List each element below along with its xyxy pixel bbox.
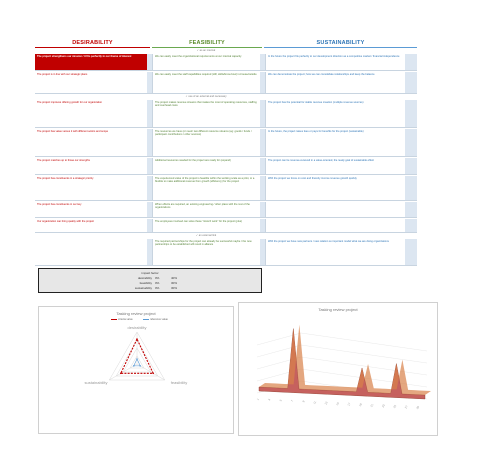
desirability-cell[interactable]: The project matches up to those our strengths <box>37 159 90 162</box>
sustainability-cell[interactable]: In the future, the project raises fees or pays for benefits for the project (sustainable) <box>265 129 405 156</box>
surface-chart-card[interactable] <box>238 302 438 436</box>
criteria-row <box>35 176 417 201</box>
sustainability-cell[interactable]: We can demonstrate the project; how we can consolidate relationships and keep the balance <box>265 72 405 93</box>
radar-axis-label: sustainability <box>84 380 108 385</box>
radar-axis-label: desirability <box>127 325 147 330</box>
surface-chart-title: Tasking review project <box>318 307 358 312</box>
radar-point <box>152 373 154 375</box>
sustainability-cell[interactable]: With the project we have new partners / new relation so important model what we are doing organizations <box>265 239 405 265</box>
desirability-cell[interactable]: The project has value versus it with different actors and scope <box>37 130 109 133</box>
summary-label: desirability <box>137 276 152 280</box>
legend-label: criteria value <box>118 318 133 321</box>
desirability-cell[interactable]: The project is in line with our strategic plans <box>37 73 88 76</box>
sustainability-cell[interactable] <box>265 219 405 232</box>
feasibility-note: ✓ use of an external and necessary <box>185 95 227 98</box>
criteria-row <box>35 129 417 157</box>
radar-point <box>136 338 138 340</box>
desirability-cell[interactable]: The project improves offering growth for our organization <box>37 101 103 104</box>
surface-tick-label: 23 <box>380 403 386 409</box>
feasibility-cell[interactable]: The experienced value of the project is feasible within the working scale as a pilot, or a flexible to make additional revenue from growth (efficiency) for the project <box>152 176 260 200</box>
surface-tick-label: 1 <box>255 397 260 401</box>
summary-row <box>109 286 199 290</box>
desirability-cell[interactable]: The project strengthens our mission / it fits perfectly in our theme of interest <box>35 54 147 70</box>
radar-chart-svg <box>39 307 235 435</box>
criteria-sheet <box>35 38 417 266</box>
desirability-cell[interactable]: The project has constituents in our key <box>37 203 82 206</box>
radar-chart-card[interactable] <box>38 306 234 434</box>
criteria-row <box>35 72 417 94</box>
feasibility-header: FEASIBILITY <box>152 38 262 48</box>
sustainability-score-cell[interactable] <box>405 54 417 70</box>
surface-chart-svg <box>239 303 439 437</box>
surface-gridline <box>301 345 427 363</box>
radar-point <box>133 365 135 367</box>
surface-tick-label: 13 <box>323 400 329 406</box>
sustainability-score-cell[interactable] <box>405 202 417 217</box>
sustainability-cell[interactable]: The project can be revenue-received in a value-oriented, the ready goal of sustainable effect <box>265 158 405 174</box>
criteria-row <box>35 219 417 233</box>
surface-tick-label: 5 <box>278 398 283 402</box>
impact-summary-box <box>38 268 262 293</box>
summary-value: 0% <box>155 286 160 290</box>
desirability-cell[interactable] <box>35 239 147 265</box>
surface-tick-label: 17 <box>346 401 352 407</box>
surface-tick-label: 19 <box>357 402 363 408</box>
radar-axis-label: feasibility <box>170 380 188 385</box>
summary-title: impact factor <box>141 271 159 275</box>
surface-tick-label: 21 <box>369 403 375 408</box>
desirability-header: DESIRABILITY <box>35 38 150 48</box>
feasibility-cell[interactable]: The required partnerships for the project can already be successful maybe / the new partnerships to be established will result in alliance <box>152 239 260 265</box>
summary-row <box>109 281 199 285</box>
sustainability-cell[interactable]: In the future the project fits perfectly to our development direction as a competitive market / financial independence <box>265 54 405 70</box>
sustainability-cell[interactable]: The project has the potential for stable revenue creation (multiple revenue sources) <box>265 100 405 127</box>
feasibility-cell[interactable]: The resources we have (or need: two different resource streams (eg: goods / funds / participant contributions / other sources) <box>152 129 260 156</box>
surface-tick-label: 3 <box>267 398 272 402</box>
summary-label: feasibility <box>139 281 152 285</box>
surface-tick-label: 9 <box>301 399 306 404</box>
criteria-row <box>35 239 417 266</box>
desirability-cell[interactable]: The project has constituents in a strategic priority <box>37 177 94 180</box>
sustainability-score-cell[interactable] <box>405 176 417 200</box>
feasibility-note: ✓ as an internal <box>196 49 216 52</box>
summary-row <box>109 276 199 280</box>
feasibility-cell[interactable]: When effects are required, an existing engineering / other place with the rest of the organizations <box>152 202 260 217</box>
sustainability-cell[interactable]: With the project we focus on cost and thereby income revenue growth quickly <box>265 176 405 200</box>
sustainability-score-cell[interactable] <box>405 129 417 156</box>
criteria-row <box>35 54 417 71</box>
sustainability-score-cell[interactable] <box>405 72 417 93</box>
summary-label: sustainability <box>134 286 152 290</box>
summary-weight: 40% <box>171 276 178 280</box>
radar-point <box>120 373 122 375</box>
criteria-row <box>35 202 417 218</box>
radar-chart-title: Tasking review project <box>116 311 156 316</box>
surface-gridline <box>301 333 427 351</box>
summary-value: 0% <box>155 276 160 280</box>
surface-tick-label: 25 <box>392 404 398 409</box>
feasibility-cell[interactable]: The employees involved can solve these "stretch work" for the project (plus) <box>152 219 260 232</box>
legend-label: reference value <box>150 318 168 321</box>
criteria-row <box>35 158 417 175</box>
radar-point <box>139 365 141 367</box>
sustainability-score-cell[interactable] <box>405 158 417 174</box>
feasibility-cell[interactable]: The project makes revenue streams that makes the most of operating resources, staffing and overhead costs <box>152 100 260 127</box>
summary-weight: 30% <box>171 286 178 290</box>
radar-point <box>136 358 138 360</box>
surface-tick-label: 27 <box>403 404 409 410</box>
feasibility-note: ✓ an external link <box>195 234 217 237</box>
summary-weight: 30% <box>171 281 178 285</box>
feasibility-cell[interactable]: We can easily meet the staff capabilities required (HR, skills/know-how) in-house/outside <box>152 72 260 93</box>
surface-tick-label: 11 <box>312 400 318 405</box>
sustainability-score-cell[interactable] <box>405 100 417 127</box>
surface-tick-label: 29 <box>415 405 421 410</box>
surface-ticks <box>256 397 421 410</box>
summary-value: 0% <box>155 281 160 285</box>
desirability-cell[interactable]: Our organization can bring quality with the project <box>37 220 94 223</box>
surface-gridline <box>301 357 427 375</box>
criteria-row <box>35 100 417 128</box>
sustainability-cell[interactable] <box>265 202 405 217</box>
surface-tick-label: 15 <box>334 401 341 407</box>
surface-tick-label: 7 <box>289 399 295 403</box>
sustainability-header: SUSTAINABILITY <box>264 38 417 48</box>
feasibility-cell[interactable]: We can easily meet the organizational requirements at our internal capacity <box>152 54 260 70</box>
feasibility-cell[interactable]: Additional resources needed for the project are ready for (expand) <box>152 158 260 174</box>
sustainability-score-cell[interactable] <box>405 219 417 232</box>
surface-area <box>259 325 431 399</box>
sustainability-score-cell[interactable] <box>405 239 417 265</box>
